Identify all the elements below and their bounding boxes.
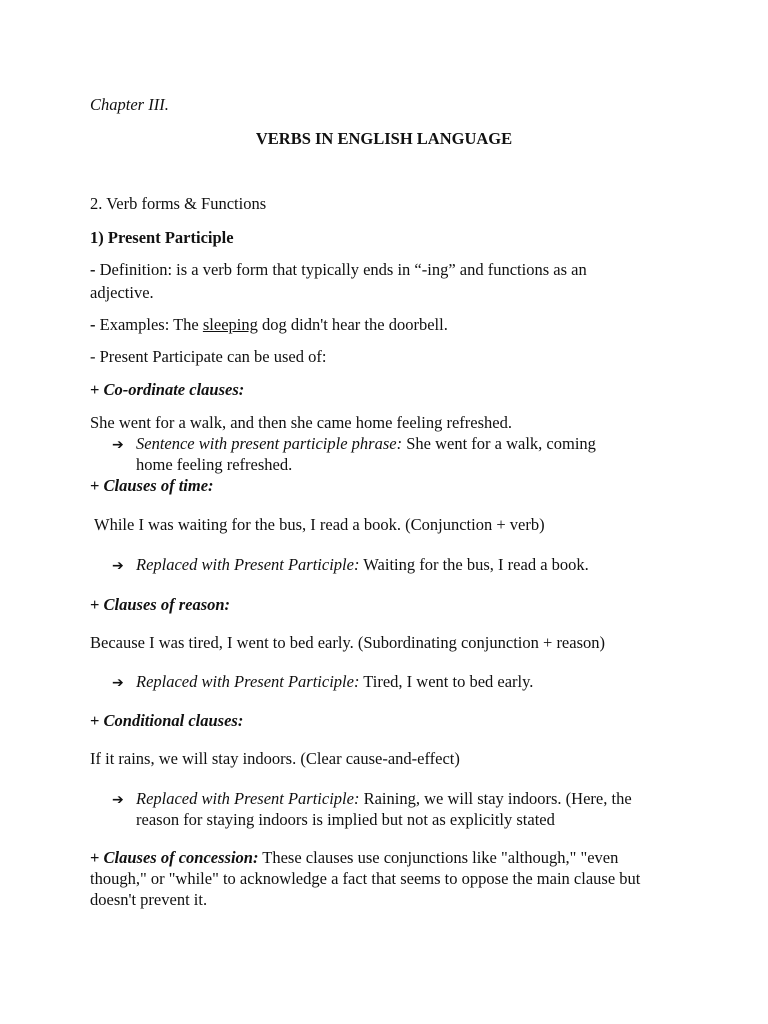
subsection-heading: 1) Present Participle	[90, 228, 234, 247]
coordinate-sentence: She went for a walk, and then she came home feeling refreshed.	[90, 413, 512, 432]
reason-plus: +	[90, 595, 104, 614]
examples-underlined-word: sleeping	[202, 315, 258, 334]
coordinate-heading	[90, 379, 244, 400]
time-arrow-text: Waiting for the bus, I read a book.	[359, 555, 589, 574]
concession-line-2: though," or "while" to acknowledge a fact that seems to oppose the main clause but	[90, 869, 641, 888]
time-heading	[90, 475, 214, 496]
coordinate-arrow-line	[112, 433, 596, 456]
chapter-label: Chapter III.	[90, 95, 169, 114]
conditional-plus: +	[90, 711, 104, 730]
coordinate-arrow-label: Sentence with present participle phrase:	[136, 434, 403, 453]
concession-heading-text: Clauses of concession:	[103, 848, 259, 867]
conditional-arrow-text: Raining, we will stay indoors. (Here, the	[359, 789, 632, 808]
conditional-arrow-label: Replaced with Present Participle:	[136, 789, 360, 808]
time-arrow-line	[112, 554, 589, 577]
concession-line-1	[90, 847, 618, 868]
right-arrow-icon: ➔	[112, 675, 124, 691]
right-arrow-icon: ➔	[112, 558, 124, 574]
definition-line-2: adjective.	[90, 283, 154, 302]
time-heading-text: Clauses of time:	[103, 476, 214, 495]
conditional-heading-text: Conditional clauses:	[103, 711, 244, 730]
page-title: VERBS IN ENGLISH LANGUAGE	[255, 129, 513, 148]
definition-dash: -	[90, 260, 100, 279]
definition-line-1	[90, 259, 587, 280]
reason-heading	[90, 594, 230, 615]
right-arrow-icon: ➔	[112, 792, 124, 808]
examples-dash: -	[90, 315, 100, 334]
examples-rest: dog didn't hear the doorbell.	[257, 315, 448, 334]
time-plus: +	[90, 476, 104, 495]
examples-label: Examples: The	[99, 315, 203, 334]
right-arrow-icon: ➔	[112, 437, 124, 453]
coordinate-heading-text: Co-ordinate clauses:	[103, 380, 245, 399]
conditional-arrow-line	[112, 788, 632, 811]
coordinate-arrow-text-2: home feeling refreshed.	[136, 455, 293, 474]
coordinate-arrow-text: She went for a walk, coming	[402, 434, 596, 453]
usage-intro: - Present Participate can be used of:	[90, 347, 327, 366]
concession-plus: +	[90, 848, 104, 867]
coordinate-plus: +	[90, 380, 104, 399]
reason-arrow-line	[112, 671, 533, 694]
concession-text-1: These clauses use conjunctions like "although," "even	[258, 848, 619, 867]
conditional-sentence: If it rains, we will stay indoors. (Clear cause-and-effect)	[90, 749, 460, 768]
reason-heading-text: Clauses of reason:	[103, 595, 231, 614]
conditional-heading	[90, 710, 243, 731]
examples-line	[90, 314, 448, 335]
reason-arrow-label: Replaced with Present Participle:	[136, 672, 360, 691]
time-sentence: While I was waiting for the bus, I read a book. (Conjunction + verb)	[94, 515, 545, 534]
concession-line-3: doesn't prevent it.	[90, 890, 208, 909]
reason-arrow-text: Tired, I went to bed early.	[359, 672, 534, 691]
time-arrow-label: Replaced with Present Participle:	[136, 555, 360, 574]
conditional-arrow-text-2: reason for staying indoors is implied but not as explicitly stated	[136, 810, 555, 829]
reason-sentence: Because I was tired, I went to bed early. (Subordinating conjunction + reason)	[90, 633, 605, 652]
section-heading: 2. Verb forms & Functions	[90, 194, 267, 213]
definition-text: Definition: is a verb form that typically ends in “-ing” and functions as an	[99, 260, 587, 279]
